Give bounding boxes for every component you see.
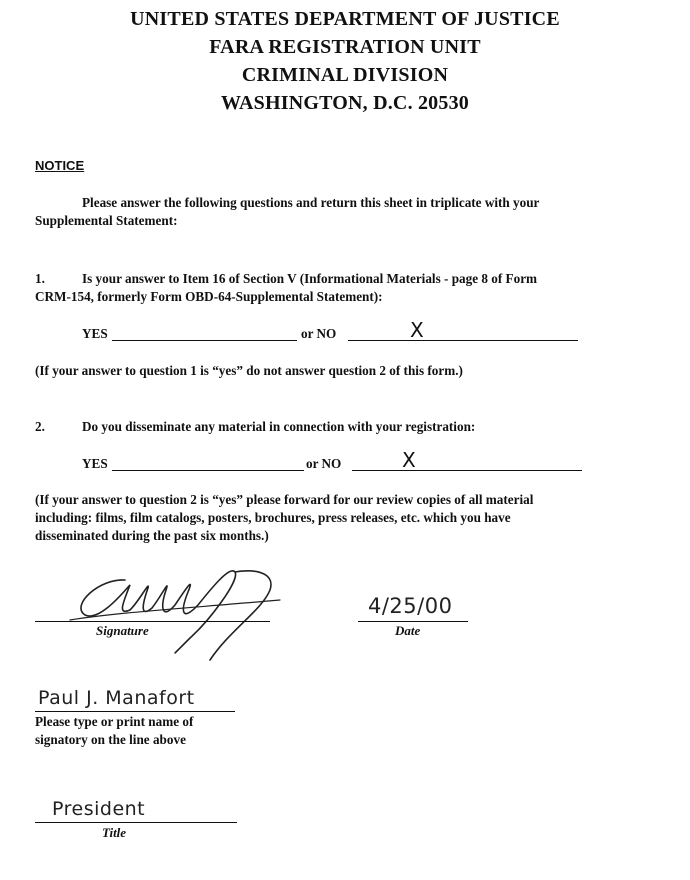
header-unit: FARA REGISTRATION UNIT	[209, 36, 481, 58]
question1-text-line1: Is your answer to Item 16 of Section V (Informational Materials - page 8 of Form	[82, 271, 538, 286]
notice-intro-line1: Please answer the following questions and return this sheet in triplicate with your	[82, 195, 540, 210]
printed-name-label-line1: Please type or print name of	[35, 714, 194, 729]
notice-title: NOTICE	[35, 158, 85, 173]
question1-yes-label: YES	[82, 326, 108, 341]
date-value: 4/25/00	[368, 594, 453, 618]
printed-name-label-line2: signatory on the line above	[35, 732, 186, 747]
printed-name-line[interactable]	[35, 711, 235, 712]
header-division: CRIMINAL DIVISION	[241, 64, 449, 86]
title-line[interactable]	[35, 822, 237, 823]
date-line[interactable]	[358, 621, 468, 622]
question1-number: 1.	[35, 271, 45, 286]
question2-no-label: or NO	[306, 456, 342, 471]
question2-note-line3: disseminated during the past six months.)	[35, 528, 269, 543]
date-label: Date	[395, 623, 421, 638]
question2-no-line[interactable]	[352, 470, 582, 471]
header-agency: UNITED STATES DEPARTMENT OF JUSTICE	[130, 8, 560, 30]
question1-no-line[interactable]	[348, 340, 578, 341]
notice-intro-line2: Supplemental Statement:	[35, 213, 178, 228]
question1-text-line2: CRM-154, formerly Form OBD-64-Supplemental Statement):	[35, 289, 383, 304]
signature-label: Signature	[96, 623, 149, 638]
title-value: President	[52, 798, 146, 820]
question2-note-line2: including: films, film catalogs, posters, brochures, press releases, etc. which you have	[35, 510, 511, 525]
question2-note-line1: (If your answer to question 2 is “yes” please forward for our review copies of all material	[35, 492, 534, 507]
header-address: WASHINGTON, D.C. 20530	[221, 92, 469, 114]
question2-answer-mark: X	[402, 448, 416, 472]
title-label: Title	[102, 825, 127, 840]
question1-note: (If your answer to question 1 is “yes” do not answer question 2 of this form.)	[35, 363, 463, 378]
question2-yes-line[interactable]	[112, 470, 304, 471]
question1-yes-line[interactable]	[112, 340, 297, 341]
question2-number: 2.	[35, 419, 45, 434]
printed-name-value: Paul J. Manafort	[38, 687, 195, 709]
question1-no-label: or NO	[301, 326, 337, 341]
question1-answer-mark: X	[410, 318, 424, 342]
handwritten-signature	[30, 560, 300, 670]
question2-yes-label: YES	[82, 456, 108, 471]
question2-text: Do you disseminate any material in connection with your registration:	[82, 419, 476, 434]
signature-line[interactable]	[35, 621, 270, 622]
